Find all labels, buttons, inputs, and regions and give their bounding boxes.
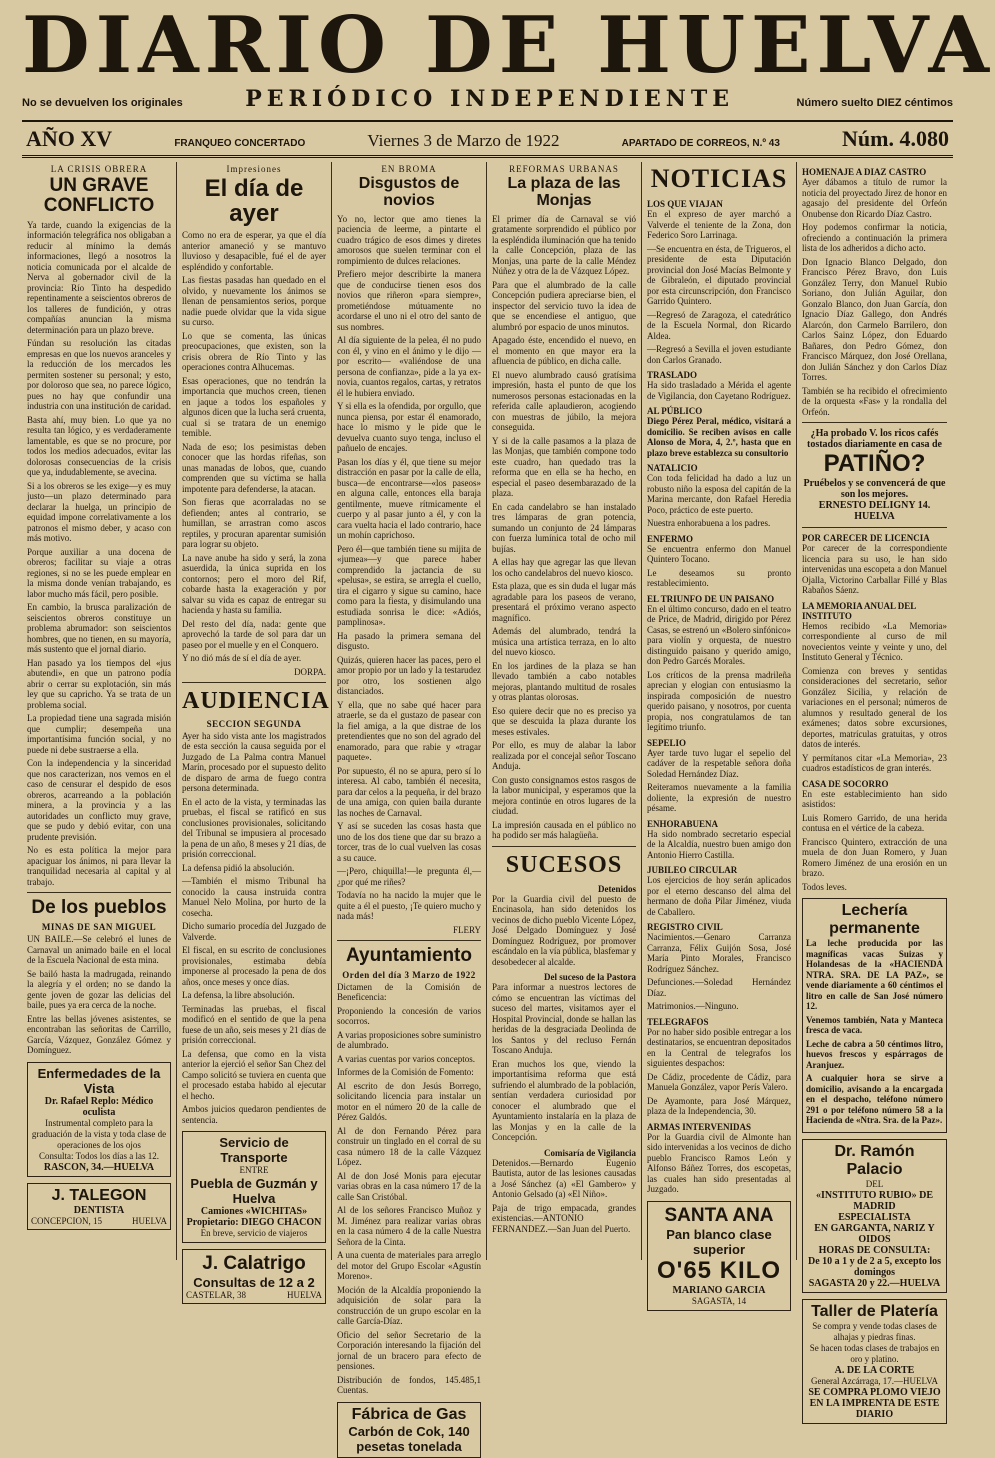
divider xyxy=(182,682,326,683)
paragraph: Fúndan su resolución las citadas empresas en que los nuevos aranceles y la reducción de los mercados les permiten sostener su personal; y esto, por doloroso que sea, no parece lógico, pues no hay que confundir una industria con una institución de caridad. xyxy=(27,338,171,412)
ad-talegon xyxy=(27,1183,171,1230)
ad-note: SE COMPRA PLOMO VIEJO EN LA IMPRENTA DE ESTE DIARIO xyxy=(808,1386,941,1420)
paragraph: Informes de la Comisión de Fomento: xyxy=(337,1067,474,1078)
issue-bar xyxy=(22,120,953,158)
article-headline: Ayuntamiento xyxy=(346,944,472,966)
ad-text: Se hacen todas clases de trabajos en oro y platino. xyxy=(809,1342,940,1364)
section-headline: NOTICIAS xyxy=(650,164,788,193)
ad-institute: «INSTITUTO RUBIO» DE MADRID xyxy=(815,1189,934,1212)
paragraph: Dictamen de la Comisión de Beneficencia: xyxy=(337,981,481,1003)
paragraph: Basta ahí, muy bien. Lo que ya no resulta tan lógico, y es verdaderamente lamentable, es que se no procure, por todos los medios adecuados, evitar las dolorosas consecuencias de la crisis que ya, indudablemente, se avecina. xyxy=(27,414,171,478)
paragraph: Apagado éste, encendido el nuevo, en el momento en que mayor era la afluencia de público, en dicha calle. xyxy=(492,335,636,367)
paragraph: Luis Romero Garrido, de una herida contusa en el vértice de la cabeza. xyxy=(802,812,947,833)
article-signature: DORPA. xyxy=(294,666,326,677)
ad-hours: Consultas de 12 a 2 xyxy=(193,1275,315,1291)
ad-owner: Propietario: DIEGO CHACON xyxy=(186,1217,322,1229)
paragraph: Con la independencia y la sinceridad que nos caracterizan, nos vemos en el caso de censurar el despido de esos obreros, acarreando a la población minera, a la provincia y a las autoridades un conflicto muy grave, que se pudo y debió evitar, con una prudente previsión. xyxy=(27,758,171,842)
columns xyxy=(22,162,953,1454)
ad-plateria xyxy=(802,1299,947,1424)
paragraph: Dicho sumario procedía del Juzgado de Valverde. xyxy=(182,921,326,942)
section-label: Comisaría de Vigilancia xyxy=(544,1147,636,1158)
ad-hours: Consulta: Todos los días a las 12. xyxy=(39,1150,159,1161)
paragraph: De Cádiz, procedente de Cádiz, para Manuela González, vapor Perís Valero. xyxy=(647,1071,791,1092)
ad-address-row xyxy=(31,1216,167,1226)
article-headline: SUCESOS xyxy=(505,851,623,878)
ad-hours-title: HORAS DE CONSULTA: xyxy=(818,1244,931,1256)
ad-street: CASTELAR, 38 xyxy=(186,1290,247,1301)
ad-role: DENTISTA xyxy=(73,1204,125,1216)
paragraph: Le deseamos su pronto restablecimiento. xyxy=(647,567,791,588)
paragraph: Reiteramos nuevamente a la familia doliente, la expresión de nuestro pésame. xyxy=(647,782,791,813)
paragraph: Comienza con breves y sentidas consideraciones del secretario, señor González Sicilia, y relación de variaciones en el personal; números de alumnos y resultado general de los exámenes; datos sobre excursiones, deportes, matrículas gratuitas, y otros datos de interés. xyxy=(802,665,947,749)
paragraph: Al de don José Monis para ejecutar varias obras en la casa número 17 de la calle San Cristóbal. xyxy=(337,1170,481,1202)
article-headline: UN GRAVE CONFLICTO xyxy=(43,175,155,216)
ad-title: J. Calatrigo xyxy=(202,1253,306,1275)
divider xyxy=(492,846,636,847)
paragraph: Además del alumbrado, tendrá la música una artística terraza, en lo alto del nuevo kiosco. xyxy=(492,626,636,658)
paragraph: En este establecimiento han sido asistidos: xyxy=(802,788,947,809)
article-headline: De los pueblos xyxy=(31,897,167,919)
ad-text: Instrumental completo para la graduación de la vista y toda clase de operaciones de los ojos xyxy=(31,1117,167,1150)
ad-question: ¿Ha probado V. los ricos cafés tostados diariamente en casa de xyxy=(807,428,942,450)
paragraph: Los críticos de la prensa madrileña aprecian y elogian con entusiasmo la inspirada composición de nuestro querido paisano, y nosotros, por cuenta propia, nos congratulamos de tan legítimo triunfo. xyxy=(647,669,791,732)
section-label: ENHORABUENA xyxy=(647,818,719,829)
column-1 xyxy=(22,162,177,1260)
ad-title: Dr. Ramón Palacio xyxy=(834,1142,915,1178)
paragraph: En el último concurso, dado en el teatro de Price, de Madrid, dirigido por Pérez Casas, se estrenó un «Bolero sinfónico» para violín y orquesta, de nuestro distinguido paisano y querido amigo, don Pedro Garcés Morales. xyxy=(647,603,791,666)
section-label: POR CARECER DE LICENCIA xyxy=(802,533,930,543)
paragraph: Al de don Fernando Pérez para construir un tinglado en el corral de su casa número 18 de la calle Vázquez López. xyxy=(337,1125,481,1168)
paragraph: Por no haber sido posible entregar a los destinatarios, se encuentran depositados en la Central de telegrafos los siguientes despachos: xyxy=(647,1026,791,1068)
ad-patino xyxy=(802,428,947,522)
paragraph: Ayer dábamos a título de rumor la noticia del proyectado Jirez de honor en agasajo del presidente del Orfeón Onubense don Ricardo Díaz Castro. xyxy=(802,177,947,219)
paragraph: Para informar a nuestros lectores de cómo se encuentran las víctimas del suceso del martes, visitamos ayer el Hospital Provincial, donde se hallan las heridas de la desgraciada Deolinda de los Santos y del recluso Fernán Toscano Anduja. xyxy=(492,982,636,1056)
paragraph: La defensa, la libre absolución. xyxy=(182,990,295,1001)
ad-doctor: Dr. Rafael Replo: Médico oculista xyxy=(44,1095,154,1118)
paragraph: De Ayamonte, para José Márquez, plaza de la Independencia, 30. xyxy=(647,1095,791,1116)
column-4 xyxy=(487,162,642,1260)
paragraph: Hoy podemos confirmar la noticia, ofreciendo a continuación la primera lista de los adheridos a dicho acto. xyxy=(802,222,947,253)
divider xyxy=(337,940,481,941)
paragraph: Ya tarde, cuando la exigencias de la información telegráfica nos obligaban a reducir al mínimo la demás informaciones, llegó a nosotros la noticia comunicada por el alcalde de Nerva al gobernador civil de la provincia: Río Tinto ha despedido repentinamente a seiscientos obreros de los talleres de fundición, y otras compañías anuncian la misma determinación para un plazo breve. xyxy=(27,219,171,335)
ad-route: Puebla de Guzmán y Huelva xyxy=(190,1176,318,1207)
ad-street: CONCEPCION, 15 xyxy=(31,1215,103,1226)
paragraph: Por ello, es muy de alabar la labor realizada por el concejal señor Toscano Anduja. xyxy=(492,740,636,772)
paragraph: La propiedad tiene una sagrada misión que cumplir; desempeña una importantísima función social, y no puede ni debe sustraerse a ella. xyxy=(27,713,171,755)
ad-trucks: Camiones «WICHITAS» xyxy=(200,1206,308,1218)
ad-title: Taller de Platería xyxy=(811,1302,938,1320)
paragraph: Hemos recibido «La Memoria» correspondiente al curso de mil novecientos veinte y veinte y uno, del Instituto General y Técnico. xyxy=(802,620,947,662)
paragraph: En los jardines de la plaza se han llevado también a cabo notables mejoras, plantando multitud de rosales y otras plantas olorosas. xyxy=(492,660,636,703)
paragraph: Yo no, lector que amo tienes la paciencia de leerme, a pintarte el cuadro trágico de esos dimes y diretes amorosos que suelen terminar con el rompimiento de dulces relaciones. xyxy=(337,213,481,266)
article-kicker: LA CRISIS OBRERA xyxy=(50,164,148,174)
ad-text: Venemos también, Nata y Manteca fresca de vaca. xyxy=(806,1014,943,1035)
ad-lecheria xyxy=(802,898,947,1133)
ad-title: SANTA ANA xyxy=(664,1204,774,1226)
article-signature: FLERY xyxy=(452,924,481,935)
paragraph: Por supuesto, él no se apura, pero sí lo interesa. Al cabo, también él necesita, para dar celos a la pequeña, ir del brazo de una amiga, con quien baila durante las noches de Carnaval. xyxy=(337,765,481,818)
paragraph: Diego Pérez Peral, médico, visitará a domicilio. Se reciben avisos en calle Alonso de Mora, 4, 2.º, hasta que en plazo breve establezca su consultorio xyxy=(647,416,791,458)
paragraph: Ha sido trasladado a Mérida el agente de Vigilancia, don Cayetano Rodríguez. xyxy=(647,380,791,401)
paragraph: Porque auxiliar a una docena de obreros; facilitar su viaje a otras regiones, si no se les puede emplear en la misma donde venían trabajando, es labor mucho más fácil, pero posible. xyxy=(27,546,171,599)
paragraph: —¡Pero, chiquilla!—le pregunta él,—¿por qué me riñes? xyxy=(337,866,481,887)
section-label: NATALICIO xyxy=(647,463,698,473)
section-label: REGISTRO CIVIL xyxy=(647,922,723,932)
paragraph: —Regresó a Sevilla el joven estudiante don Carlos Granado. xyxy=(647,344,791,365)
ad-hours: De 10 a 1 y de 2 a 5, excepto los domingos xyxy=(807,1255,942,1278)
article-headline: La plaza de las Monjas xyxy=(507,175,621,209)
paragraph: Defunciones.—Soledad Hernández Díaz. xyxy=(647,977,791,998)
paragraph: Esas operaciones, que no tendrán la importancia que muchos creen, tienen en jaque a todos los españoles y algunos dicen que la lucha será cruenta, cual si se tratara de un enemigo temible. xyxy=(182,375,326,439)
section-label: CASA DE SOCORRO xyxy=(802,778,889,789)
column-5 xyxy=(642,162,797,1306)
paragraph: A varias cuentas por varios conceptos. xyxy=(337,1053,475,1064)
paragraph: Y ella, que no sabe qué hacer para atraerle, se da el gustazo de pasear con la fiel amiga, a la que distrae de los pretendientes que no son del agrado del enamorado, para que rabie y «tragar paquete». xyxy=(337,699,481,763)
paragraph: Quizás, quieren hacer las paces, pero el amor propio por un lado y la testarudez por otro, los sostienen algo distanciados. xyxy=(337,654,481,697)
paragraph: Paja de trigo empacada, grandes existencias.—ANTONIO FERNANDEZ.—San Juan del Puerto. xyxy=(492,1202,636,1234)
paragraph: Por la Guardia civil del puesto de Encinasola, han sido detenidos los vecinos de dicho pueblo Vicente López, José Delgado Domínguez y José Domínguez Rodríguez, por promover escándalo en la vía pública, blasfemar y desobedecer al alcalde. xyxy=(492,893,636,967)
ad-title: J. TALEGON xyxy=(51,1186,147,1204)
section-label: TRASLADO xyxy=(647,370,698,380)
masthead-right-note: Número suelto DIEZ céntimos xyxy=(796,97,953,109)
ad-title: Servicio de Transporte xyxy=(219,1135,289,1166)
ad-text: Leche de cabra a 50 céntimos litro, huevos frescos y espárragos de Aranjuez. xyxy=(806,1038,943,1070)
issue-apartado: APARTADO DE CORREOS, N.º 43 xyxy=(621,138,780,149)
issue-date: Viernes 3 de Marzo de 1922 xyxy=(367,131,560,150)
paragraph: Francisco Quintero, extracción de una muela de don Juan Romero, y Juan Romero Jiménez de una erosión en un brazo. xyxy=(802,836,947,878)
paragraph: Don Ignacio Blanco Delgado, don Francisco Pérez Bravo, don Luis González Terry, don Manuel Rubio Soriano, don Julián Aguilar, don Gonzalo Blanco, don Juan García, don Ignacio Díaz Gallego, don Andrés Alarcón, don Carmelo Barrilero, don Carlos Sainz López, don Eduardo Bañares, don Pedro Gómez, don Francisco Márquez, don José Orellana, don Julián Sánchez y don Carlos Díaz Torres. xyxy=(802,256,947,382)
paragraph: Y si de la calle pasamos a la plaza de las Monjas, que también compone todo este cuadro, han quedado tras la reforma que en ella se ha hecho, en especial el paseo desembarazado de la plaza. xyxy=(492,435,636,499)
paragraph: Las fiestas pasadas han quedado en el olvido, y nuevamente los ánimos se llenan de pensamientos serios, porque nadie puede olvidar que la vida sigue su curso. xyxy=(182,275,326,328)
ad-address: ERNESTO DELIGNY 14. HUELVA xyxy=(818,500,931,522)
paragraph: Detenidos.—Bernardo Eugenio Bautista, autor de las lesiones causadas a José Sánchez (a) «El Gambero» y Antonio Gelsado (a) «El Niño». xyxy=(492,1157,636,1200)
ad-fabrica-gas xyxy=(337,1402,481,1458)
paragraph: Proponiendo la concesión de varios socorros. xyxy=(337,1005,481,1027)
article-kicker: Impresiones xyxy=(226,164,282,174)
paragraph: El fiscal, en su escrito de conclusiones provisionales, estimaba debía imponerse al procesado la pena de dos años, once meses y once días. xyxy=(182,945,326,987)
masthead-title: DIARIO DE HUELVA xyxy=(22,0,995,91)
paragraph: Todos leves. xyxy=(802,881,847,892)
ad-santa-ana xyxy=(647,1201,791,1311)
paragraph: Terminadas las pruebas, el fiscal modificó en el sentido de que la pena fuese de un año, seis meses y 21 días de prisión correccional. xyxy=(182,1003,326,1046)
ad-title: Lechería permanente xyxy=(829,902,920,937)
paragraph: Moción de la Alcaldía proponiendo la adquisición de solar para la construcción de un grupo escolar en la calle García-Díaz. xyxy=(337,1284,481,1327)
ad-text: La leche producida por las magníficas vacas Suizas y Holandesas de la «HACIENDA NTRA. SRA. DE LA PAZ», se vende diariamente a 60 céntimos el litro en calle de San José número 12. xyxy=(806,938,943,1011)
paragraph: A una cuenta de materiales para arreglo del motor del Grupo Escolar «Agustín Moreno». xyxy=(337,1250,481,1282)
paragraph: Ayer tarde tuvo lugar el sepelio del cadáver de la respetable señora doña Soledad Hernández Díaz. xyxy=(647,747,791,779)
paragraph: No es esta política la mejor para apaciguar los ánimos, ni para llevar la tranquilidad necesaria al capital y al trabajo. xyxy=(27,845,171,887)
paragraph: Se bailó hasta la madrugada, reinando la alegría y el orden; no se dando la gente joven de gozar las delicias del baile, pues ya era cerca de la noche. xyxy=(27,968,171,1011)
section-label: Del suceso de la Pastora xyxy=(544,972,636,983)
ad-address-row xyxy=(186,1290,322,1300)
paragraph: Nada de eso; los pesimistas deben conocer que las hordas rifeñas, son unas manadas de lobos, que, cuando comprenden que su víctima se halla impotente para defenderse, la atacan. xyxy=(182,441,326,494)
paragraph: Distribución de fondos, 145.485,1 Cuentas. xyxy=(337,1374,481,1396)
ad-price-line: Carbón de Cok, 140 pesetas tonelada xyxy=(348,1423,470,1454)
article-kicker: REFORMAS URBANAS xyxy=(509,164,619,174)
paragraph: En el expreso de ayer marchó a Valverde el teniente de la Zona, don Federico Soro Larrinaga. xyxy=(647,209,791,240)
ad-text: Pan blanco clase superior xyxy=(666,1226,772,1257)
article-headline: El día de ayer xyxy=(204,175,304,228)
paragraph: Todavía no ha nacido la mujer que le quite a él el puesto, ¡Te quiero mucho y nada más! xyxy=(337,890,481,922)
paragraph: Y no dió más de sí el día de ayer. xyxy=(182,653,302,664)
divider xyxy=(27,892,171,893)
article-subhead: SECCION SEGUNDA xyxy=(206,718,302,729)
paragraph: Se encuentra enfermo don Manuel Quintero Tocano. xyxy=(647,543,791,564)
paragraph: Y si ella es la ofendida, por orgullo, que nunca piensa, por estar él enamorado, hace lo mismo y le pide que le devuelva cuanto suyo tenga, incluso el pañuelo de encajes. xyxy=(337,401,481,454)
paragraph: La nave anube ha sido y será, la zona asuerdida, la única suprida en los contornos; pero el moro del Rif, cobarde hasta la exageración y por salvar su vida es capaz de entregar su hacienda y hasta su familia. xyxy=(182,552,326,616)
article-subhead: Orden del día 3 Marzo de 1922 xyxy=(342,969,476,980)
ad-specialty: ESPECIALISTA xyxy=(838,1211,911,1223)
ad-city: HUELVA xyxy=(131,1215,167,1226)
paragraph: Si a los obreros se les exige—y es muy justo—un plazo determinado para declarar la huelga, un principio de equidad impone correlativamente a los patronos el mismo deber, y acaso con más motivo. xyxy=(27,480,171,544)
ad-text: A cualquier hora se sirve a domicilio, avisando a la encargada en el despacho, teléfono número 291 o por teléfono número 58 a la Hacienda de «Ntra. Sra. de la Paz». xyxy=(806,1073,943,1125)
paragraph: Con toda felicidad ha dado a luz un robusto niño la esposa del capitán de la Marina mercante, don Rafael Heredia Poco, práctico de este puerto. xyxy=(647,473,791,515)
paragraph: Nacimientos.—Genaro Carranza Carranza, Félix Guijón Sosa, José María Pinto Morales, Francisco Rodríguez Sánchez. xyxy=(647,932,791,974)
ad-address: SAGASTA, 14 xyxy=(691,1295,747,1306)
section-label: ARMAS INTERVENIDAS xyxy=(647,1121,751,1132)
paragraph: El nuevo alumbrado causó gratísima impresión, hasta el punto de que los numerosos personas estacionadas en la referida calle aplaudieron, acogiendo con muestras de júbilo, la mejora conseguida. xyxy=(492,369,636,433)
section-label: EL TRIUNFO DE UN PAISANO xyxy=(647,593,775,604)
ad-owner: MARIANO GARCIA xyxy=(672,1284,766,1296)
article-subhead: MINAS DE SAN MIGUEL xyxy=(41,922,157,933)
ad-palacio xyxy=(802,1139,947,1293)
paragraph: Oficio del señor Secretario de la Corporación interesando la fijación del jornal de un bracero para efecto de pensiones. xyxy=(337,1329,481,1372)
paragraph: UN BAILE.—Se celebró el lunes de Carnaval un animado baile en el local de la Escuela Nacional de esta mina. xyxy=(27,934,171,966)
section-label: SEPELIO xyxy=(647,737,687,748)
paragraph: La impresión causada en el público no ha podido ser más halagüeña. xyxy=(492,819,636,841)
ad-price: O'65 KILO xyxy=(656,1256,782,1284)
ad-specialty-detail: EN GARGANTA, NARIZ Y OIDOS xyxy=(814,1222,935,1245)
paragraph: Al de los señores Francisco Muñoz y M. Jiménez para realizar varias obras en la casa número 4 de la calle Nuestra Señora de la Cinta. xyxy=(337,1205,481,1247)
paragraph: Prefiero mejor describirte la manera que de conducirse tienen esos dos novios que riñeron «para siempre», prometiéndose mútuamente no acordarse el uno ni el otro del santo de sus nombres. xyxy=(337,269,481,332)
ad-title: PATIÑO? xyxy=(823,450,926,477)
ad-city: HUELVA xyxy=(286,1290,322,1301)
ad-title: Fábrica de Gas xyxy=(351,1405,467,1423)
paragraph: Son fieras que acorraladas no se defienden; antes al contrario, se humillan, se arrastran como ascos reptiles, y procuran aparentar sumisión para lograr su objeto. xyxy=(182,497,326,550)
issue-franqueo: FRANQUEO CONCERTADO xyxy=(174,138,306,149)
paragraph: Los ejercicios de hoy serán aplicados por el eterno descanso del alma del hermano de doña Pilar Jiménez, viuda de Caballero. xyxy=(647,875,791,917)
ad-vista xyxy=(27,1062,171,1177)
divider xyxy=(802,422,947,423)
paragraph: Pasan los días y él, que tiene su mejor distracción en pasar por la calle de ella, busca—de encontrarse—«los paseos» en alguna calle, entonces ella baraja gentilmente, mueve rítmicamente el cuerpo y al pasar junto a él, y con la cara vuelta hacia el lado contrario, hace un mohín caprichoso. xyxy=(337,456,481,541)
paragraph: Al día siguiente de la pelea, él no pudo con él, y vino en el ánimo y le dijo —por escrito— «valiéndose de una persona de confianza», pide a la ya ex-novia, cuantos regalos, cartas, y retratos él le hubiera enviado. xyxy=(337,335,481,398)
paragraph: Con gusto consignamos estos rasgos de la labor municipal, y esperamos que la mejora continúe en otros lugares de la ciudad. xyxy=(492,774,636,817)
column-3 xyxy=(332,162,487,1454)
issue-year: AÑO XV xyxy=(26,126,113,151)
paragraph: En el acto de la vista, y terminadas las pruebas, el fiscal se ratificó en sus conclusiones provisionales, solicitando del Tribunal se impusiera al procesado la pena de un año, 8 meses y 21 días, de prisión correccional. xyxy=(182,796,326,860)
ad-title: Enfermedades de la Vista xyxy=(37,1065,161,1096)
ad-note: En breve, servicio de viajeros xyxy=(200,1228,308,1239)
paragraph: —Regresó de Zaragoza, el catedrático de la Escuela Normal, don Ricardo Aldea. xyxy=(647,309,791,341)
column-2 xyxy=(177,162,332,1301)
paragraph: En cambio, la brusca paralización de seiscientos obreros constituye un problema abrumador: son seiscientos hombres, que no tienen, en su mayoría, más sustento que el jornal diario. xyxy=(27,602,171,655)
ad-calatrigo xyxy=(182,1249,326,1304)
ad-address: RASCON, 34.—HUELVA xyxy=(43,1161,155,1173)
paragraph: Para que el alumbrado de la calle Concepción pudiera apreciarse bien, el inspector del servicio tuvo la idea de que se encendiese el antiguo, que alumbró por espacio de unos minutos. xyxy=(492,279,636,332)
paragraph: —Se encuentra en ésta, de Trigueros, el presidente de esta Diputación provincial don José Macías Belmonte y de Gibraleón, el diputado provincial por esta circunscripción, don Francisco Garrido Quintero. xyxy=(647,243,791,306)
paragraph: A ellas hay que agregar las que llevan los ocho candelabros del nuevo kiosco. xyxy=(492,557,636,578)
column-6 xyxy=(797,162,952,1420)
article-headline: AUDIENCIA xyxy=(182,687,330,714)
ad-text: ENTRE xyxy=(239,1165,269,1176)
issue-number: Núm. 4.080 xyxy=(842,126,949,151)
paragraph: La defensa pidió la absolución. xyxy=(182,862,295,873)
section-label: LA MEMORIA ANUAL DEL INSTITUTO xyxy=(802,600,916,621)
ad-owner: A. DE LA CORTE xyxy=(834,1364,915,1376)
ad-text: Pruébelos y se convencerá de que son los mejores. xyxy=(803,478,946,500)
section-label: JUBILEO CIRCULAR xyxy=(647,865,738,875)
ad-address: SAGASTA 20 y 22.—HUELVA xyxy=(808,1277,941,1289)
ad-text: Se compra y vende todas clases de alhajas y piedras finas. xyxy=(812,1320,937,1342)
paragraph: La defensa, que como en la vista anterior la ejerció el señor San Chez del Campo solicitó se tuviera en cuenta que el procesado estaba habido al ejecutar el hecho. xyxy=(182,1048,326,1101)
paragraph: Ambos juicios quedaron pendientes de sentencia. xyxy=(182,1104,326,1125)
paragraph: Lo que se comenta, las únicas preocupaciones, que existen, son la crisis obrera de Río Tinto y las operaciones contra Alhucemas. xyxy=(182,330,326,373)
section-label: Detenidos xyxy=(598,883,636,894)
section-label: HOMENAJE A DIAZ CASTRO xyxy=(802,167,927,177)
paragraph: Eso quiere decir que no es preciso ya que se descuida la plaza durante los meses estivales. xyxy=(492,705,636,737)
paragraph: Matrimonios.—Ninguno. xyxy=(647,1001,739,1011)
article-headline: Disgustos de novios xyxy=(358,175,460,209)
section-label: LOS QUE VIAJAN xyxy=(647,199,723,209)
paragraph: Y permítanos citar «La Memoria», 23 cuadros estadísticos de gran interés. xyxy=(802,752,947,773)
masthead-subtitle: PERIÓDICO INDEPENDIENTE xyxy=(245,86,735,112)
paragraph: También se ha recibido el ofrecimiento de la orquesta «Fas» y la rondalla del Orfeón. xyxy=(802,385,947,417)
masthead-left-note: No se devuelven los originales xyxy=(22,97,183,109)
paragraph: Nuestra enhorabuena a los padres. xyxy=(647,518,771,528)
paragraph: Como no era de esperar, ya que el día anterior amaneció y se mantuvo lluvioso y desapacible, fué el de ayer espléndido y confortable. xyxy=(182,230,326,272)
paragraph: Del resto del día, nada: gente que aprovechó la tarde de sol para dar un paseo por el muelle y en el Conquero. xyxy=(182,618,326,650)
paragraph: Por carecer de la correspondiente licencia para su uso, le han sido intervenidas una escopeta a don Manuel Ojalla, Victorino Carballar Fillé y Blas Rabaños Sáenz. xyxy=(802,543,947,595)
section-label: AL PÚBLICO xyxy=(647,406,703,416)
paragraph: Ha sido nombrado secretario especial de la Alcaldía, nuestro buen amigo don Antonio Hierro Castilla. xyxy=(647,828,791,860)
paragraph: Por la Guardia civil de Almonte han sido intervenidas a los vecinos de dicho pueblo Francisco Ramos León y Alfonso Báñez Torres, dos escopetas, las cuales han sido presentadas al Juzgado. xyxy=(647,1131,791,1194)
section-label: ENFERMO xyxy=(647,533,693,544)
paragraph: Eran muchos los que, viendo la importantísima reforma que está sufriendo el alumbrado de la población, sentían verdadera curiosidad por conocer el alumbrado que el Ayuntamiento instalaría en la plaza de las Monjas y en la calle de la Concepción. xyxy=(492,1058,636,1143)
divider xyxy=(802,527,947,528)
paragraph: —También el mismo Tribunal ha conocido la causa instruida contra Manuel Nelo Molina, por hurto de la cosecha. xyxy=(182,876,326,918)
paragraph: A varias proposiciones sobre suministro de alumbrado. xyxy=(337,1029,481,1051)
paragraph: Ha pasado la primera semana del disgusto. xyxy=(337,630,481,652)
paragraph: Y así se suceden las cosas hasta que uno de los dos tiene que dar su brazo a torcer, tras de lo cual vuelven las cosas a su cauce. xyxy=(337,821,481,863)
paragraph: Al escrito de don Jesús Borrego, solicitando licencia para instalar un motor en el número 20 de la calle de Pérez Galdós. xyxy=(337,1080,481,1123)
paragraph: Han pasado ya los tiempos del «jus abutendi», en que un patrono podía abrir o cerrar su explotación, sin más ley que su capricho. Ya se trata de un problema social. xyxy=(27,657,171,710)
article-kicker: EN BROMA xyxy=(381,164,437,174)
ad-text: DEL xyxy=(865,1178,884,1189)
paragraph: Ayer ha sido vista ante los magistrados de esta sección la causa seguida por el Juzgado de La Palma contra Manuel Marín, procesado por el supuesto delito de disparo de arma de fuego contra persona determinada. xyxy=(182,730,326,794)
paragraph: Esta plaza, que es sin duda el lugar más agradable para los paseos de verano, presentará el próximo verano aspecto magnífico. xyxy=(492,581,636,623)
paragraph: En cada candelabro se han instalado tres lámparas de gran potencia, sumando un conjunto de 24 lámparas con fuerza lumínica total de ocho mil bujías. xyxy=(492,501,636,554)
paragraph: Pero él—que también tiene su mijita de «jumea»—y que parece haber comprendido la jactancia de su «pelusa», se estira, se arregla el cuello, tira el cigarro y sigue su camino, hace como para la fiesta, y disimulando una estudiada sonrisa le dice: «Adiós, pamplinosa». xyxy=(337,543,481,628)
paragraph: El primer día de Carnaval se vió gratamente sorprendido el público por la espléndida iluminación que ha tenido la calle Concepción, plaza de las Monjas, una parte de la calle Méndez Núñez y otra de la de Vázquez López. xyxy=(492,213,636,277)
masthead xyxy=(22,0,995,158)
section-label: TELEGRAFOS xyxy=(647,1016,709,1027)
ad-address: General Azcárraga, 17.—HUELVA xyxy=(811,1375,938,1386)
ad-transporte xyxy=(182,1131,326,1243)
paragraph: Entre las bellas jóvenes asistentes, se encontraban las señoritas de Carrillo, García, Vázquez, González Gómez y Domínguez. xyxy=(27,1013,171,1056)
